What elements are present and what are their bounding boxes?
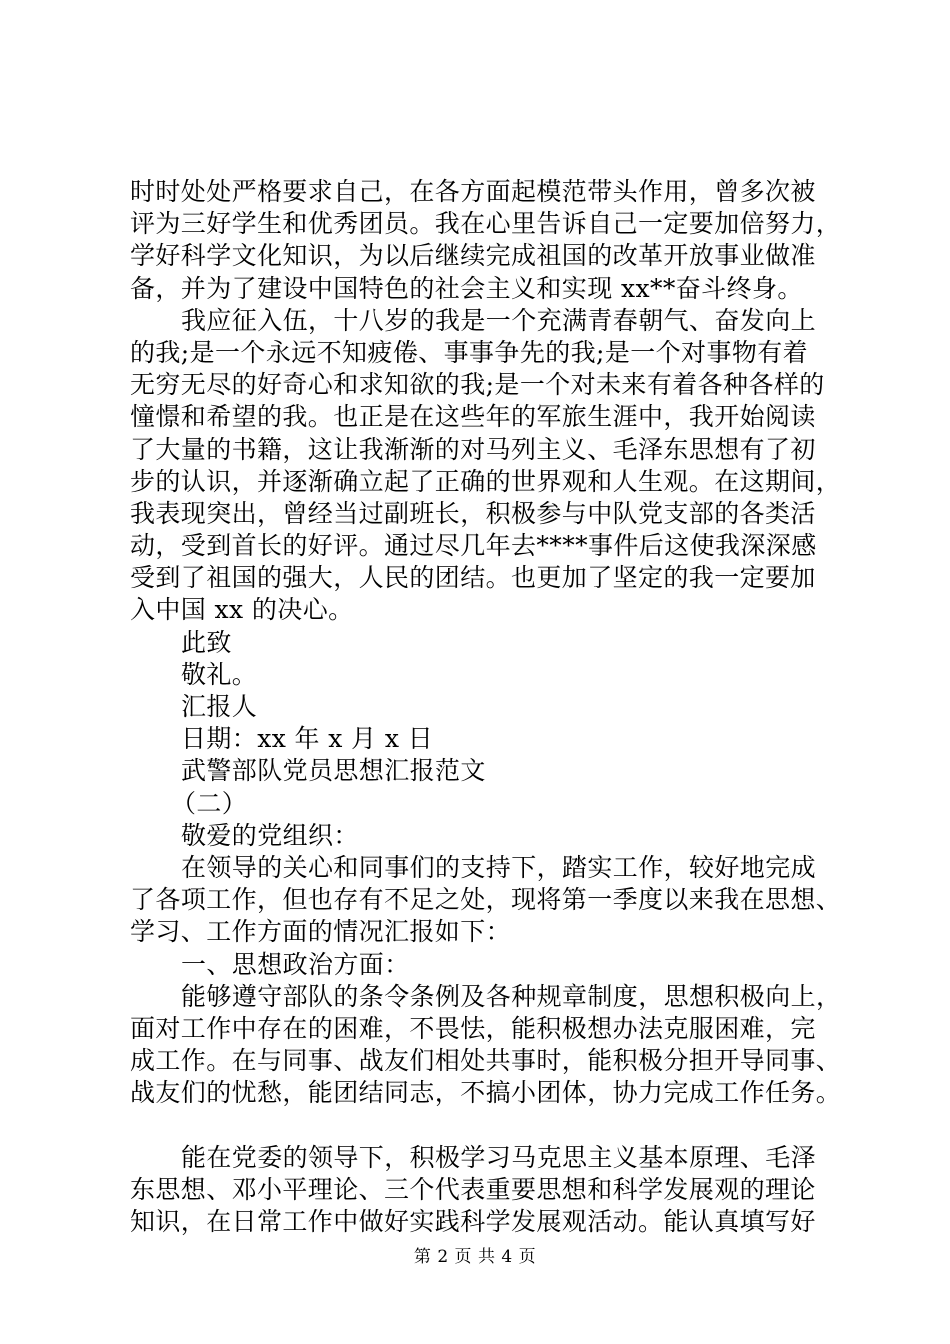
text-line: 成工作。在与同事、战友们相处共事时，能积极分担开导同事、 bbox=[130, 1046, 842, 1076]
section-title: 武警部队党员思想汇报范文 bbox=[181, 756, 486, 786]
paragraph-start-line: 能在党委的领导下，积极学习马克思主义基本原理、毛泽 bbox=[181, 1142, 817, 1172]
text-line: 了各项工作，但也存有不足之处，现将第一季度以来我在思想、 bbox=[130, 885, 842, 915]
text-line: 备，并为了建设中国特色的社会主义和实现 xx**奋斗终身。 bbox=[130, 273, 803, 303]
document-body bbox=[130, 176, 842, 1238]
text-line: 我表现突出，曾经当过副班长，积极参与中队党支部的各类活 bbox=[130, 498, 816, 528]
closing-salutation: 此致 bbox=[181, 627, 232, 657]
section-number: （二） bbox=[171, 788, 248, 818]
text-line: 学习、工作方面的情况汇报如下： bbox=[130, 917, 512, 947]
text-line: 入中国 xx 的决心。 bbox=[130, 595, 354, 625]
page-footer: 第 2 页 共 4 页 bbox=[413, 1247, 537, 1267]
subsection-heading: 一、思想政治方面： bbox=[181, 949, 410, 979]
date-line: 日期：xx 年 x 月 x 日 bbox=[181, 724, 434, 754]
text-line: 了大量的书籍，这让我渐渐的对马列主义、毛泽东思想有了初 bbox=[130, 434, 816, 464]
blank-line bbox=[130, 1109, 830, 1141]
greeting: 敬爱的党组织： bbox=[181, 820, 359, 850]
text-line: 受到了祖国的强大，人民的团结。也更加了坚定的我一定要加 bbox=[130, 563, 816, 593]
closing-regards: 敬礼。 bbox=[181, 659, 258, 689]
text-line: 东思想、邓小平理论、三个代表重要思想和科学发展观的理论 bbox=[130, 1174, 816, 1204]
text-line: 知识，在日常工作中做好实践科学发展观活动。能认真填写好 bbox=[130, 1207, 816, 1236]
text-line: 动，受到首长的好评。通过尽几年去****事件后这使我深深感 bbox=[130, 531, 817, 561]
text-line: 步的认识，并逐渐确立起了正确的世界观和人生观。在这期间， bbox=[130, 466, 842, 496]
paragraph-start-line: 能够遵守部队的条令条例及各种规章制度，思想积极向上， bbox=[181, 981, 842, 1011]
text-line: 时时处处严格要求自己，在各方面起模范带头作用，曾多次被 bbox=[130, 177, 816, 206]
paragraph-start-line: 在领导的关心和同事们的支持下，踏实工作，较好地完成 bbox=[181, 852, 817, 882]
paragraph-start-line: 我应征入伍，十八岁的我是一个充满青春朝气、奋发向上 bbox=[181, 305, 817, 335]
text-line: 评为三好学生和优秀团员。我在心里告诉自己一定要加倍努力， bbox=[130, 209, 842, 239]
text-line: 学好科学文化知识，为以后继续完成祖国的改革开放事业做准 bbox=[130, 241, 816, 271]
text-line: 战友们的忧愁，能团结同志，不搞小团体，协力完成工作任务。 bbox=[130, 1078, 842, 1108]
reporter-label: 汇报人 bbox=[181, 692, 258, 721]
text-line: 无穷无尽的好奇心和求知欲的我;是一个对未来有着各种各样的 bbox=[130, 370, 825, 400]
text-line: 的我;是一个永远不知疲倦、事事争先的我;是一个对事物有着 bbox=[130, 337, 809, 367]
text-line: 面对工作中存在的困难，不畏怯，能积极想办法克服困难，完 bbox=[130, 1013, 816, 1043]
text-line: 憧憬和希望的我。也正是在这些年的军旅生涯中，我开始阅读 bbox=[130, 402, 816, 432]
